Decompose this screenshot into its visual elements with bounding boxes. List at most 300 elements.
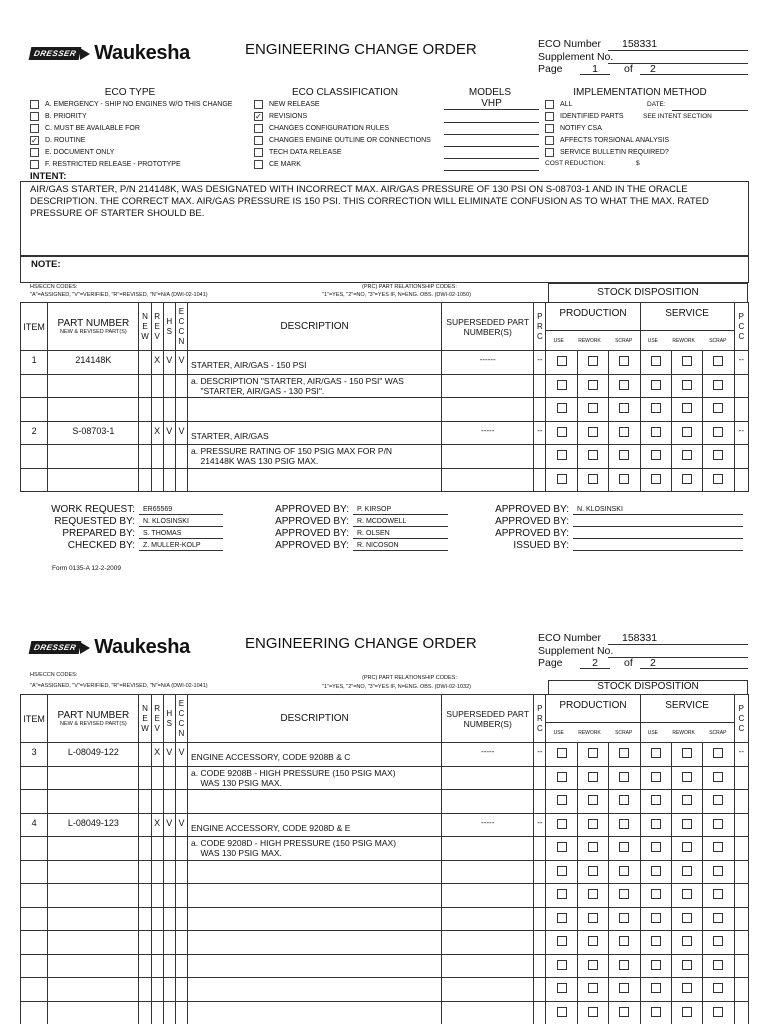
superseded-cell — [442, 884, 534, 908]
superseded-cell — [442, 931, 534, 955]
stock-checkbox[interactable] — [557, 842, 567, 852]
stock-disposition-title: STOCK DISPOSITION — [548, 680, 748, 694]
stock-checkbox[interactable] — [682, 842, 692, 852]
stock-checkbox[interactable] — [557, 960, 567, 970]
rev-cell — [151, 884, 163, 908]
eco-class-option[interactable]: CHANGES CONFIGURATION RULES — [254, 122, 431, 134]
stock-checkbox[interactable] — [651, 936, 661, 946]
prc-codes-text: "1"=YES, "2"=NO, "3"=YES IF, N=ENG. OBS. (DWI-02-1032) — [322, 684, 471, 690]
stock-checkbox[interactable] — [713, 866, 723, 876]
hs-cell — [163, 907, 175, 931]
stock-checkbox[interactable] — [588, 450, 598, 460]
stock-cell — [609, 398, 640, 422]
logo-wordmark: Waukesha — [94, 42, 190, 64]
scrap-header: SCRAP — [615, 730, 633, 736]
eccn-cell — [175, 445, 187, 469]
superseded-cell — [442, 954, 534, 978]
description-cell — [188, 790, 442, 814]
eccn-cell: V — [175, 421, 187, 445]
stock-cell — [703, 1001, 734, 1024]
stock-checkbox[interactable] — [619, 748, 629, 758]
stock-checkbox[interactable] — [713, 936, 723, 946]
stock-cell — [577, 860, 608, 884]
stock-cell — [640, 884, 671, 908]
item-cell — [21, 1001, 48, 1024]
stock-checkbox[interactable] — [651, 960, 661, 970]
stock-checkbox[interactable] — [619, 960, 629, 970]
checkbox-icon[interactable] — [254, 148, 263, 157]
stock-checkbox[interactable] — [682, 960, 692, 970]
stock-checkbox[interactable] — [682, 356, 692, 366]
stock-checkbox[interactable] — [619, 1007, 629, 1017]
eco-classification-title: ECO CLASSIFICATION — [292, 87, 398, 98]
approval-row — [254, 503, 448, 515]
stock-checkbox[interactable] — [619, 936, 629, 946]
approval-label: APPROVED BY: — [275, 540, 349, 551]
stock-checkbox[interactable] — [619, 795, 629, 805]
pcc-cell — [734, 445, 748, 469]
new-cell — [139, 790, 151, 814]
item-cell: 3 — [21, 743, 48, 767]
stock-checkbox[interactable] — [651, 772, 661, 782]
pcc-cell — [734, 954, 748, 978]
stock-checkbox[interactable] — [557, 819, 567, 829]
stock-checkbox[interactable] — [713, 819, 723, 829]
prc-cell — [534, 790, 546, 814]
stock-checkbox[interactable] — [651, 474, 661, 484]
eccn-cell — [175, 1001, 187, 1024]
col-rev-header: R E V — [151, 695, 163, 743]
stock-checkbox[interactable] — [651, 983, 661, 993]
eccn-cell — [175, 766, 187, 790]
stock-checkbox[interactable] — [557, 380, 567, 390]
new-cell — [139, 884, 151, 908]
approvals-block — [30, 503, 750, 553]
impl-option[interactable]: AFFECTS TORSIONAL ANALYSIS — [545, 134, 669, 146]
stock-checkbox[interactable] — [588, 795, 598, 805]
stock-checkbox[interactable] — [588, 842, 598, 852]
stock-checkbox[interactable] — [619, 356, 629, 366]
checkbox-icon[interactable] — [30, 160, 39, 169]
approval-value[interactable] — [573, 516, 743, 527]
stock-checkbox[interactable] — [557, 474, 567, 484]
checkbox-icon[interactable] — [30, 124, 39, 133]
item-cell — [21, 954, 48, 978]
stock-checkbox[interactable] — [713, 772, 723, 782]
stock-checkbox[interactable] — [588, 772, 598, 782]
stock-checkbox[interactable] — [619, 819, 629, 829]
pcc-cell — [734, 813, 748, 837]
part-number-header: PART NUMBER — [57, 318, 130, 329]
stock-cell — [609, 421, 640, 445]
approval-row — [472, 503, 743, 515]
stock-checkbox[interactable] — [651, 380, 661, 390]
impl-option[interactable]: SERVICE BULLETIN REQUIRED? — [545, 146, 669, 158]
stock-checkbox[interactable] — [651, 450, 661, 460]
checkbox-icon[interactable] — [545, 124, 554, 133]
supplement-label: Supplement No. — [538, 51, 614, 63]
stock-cell — [609, 813, 640, 837]
hs-cell: V — [163, 351, 175, 375]
stock-checkbox[interactable] — [557, 889, 567, 899]
stock-cell — [640, 907, 671, 931]
stock-checkbox[interactable] — [557, 795, 567, 805]
stock-checkbox[interactable] — [682, 748, 692, 758]
part-cell — [48, 931, 139, 955]
stock-checkbox[interactable] — [588, 474, 598, 484]
part-cell — [48, 445, 139, 469]
superseded-cell: ----- — [442, 743, 534, 767]
table-row — [21, 374, 749, 398]
stock-checkbox[interactable] — [588, 1007, 598, 1017]
superseded-cell — [442, 398, 534, 422]
stock-checkbox[interactable] — [713, 913, 723, 923]
stock-cell — [577, 766, 608, 790]
part-cell — [48, 398, 139, 422]
eco-number-label: ECO Number — [538, 38, 602, 50]
part-cell — [48, 884, 139, 908]
item-cell — [21, 860, 48, 884]
stock-checkbox[interactable] — [651, 1007, 661, 1017]
approval-row — [30, 527, 223, 539]
stock-checkbox[interactable] — [557, 450, 567, 460]
superseded-cell — [442, 374, 534, 398]
item-cell — [21, 445, 48, 469]
stock-checkbox[interactable] — [651, 427, 661, 437]
description-cell — [188, 931, 442, 955]
approvals-column-3 — [472, 503, 743, 551]
stock-checkbox[interactable] — [588, 427, 598, 437]
eccn-cell — [175, 398, 187, 422]
stock-checkbox[interactable] — [651, 889, 661, 899]
stock-checkbox[interactable] — [619, 842, 629, 852]
col-part-header — [48, 695, 139, 743]
stock-checkbox[interactable] — [619, 772, 629, 782]
stock-cell — [640, 954, 671, 978]
stock-checkbox[interactable] — [651, 356, 661, 366]
stock-checkbox[interactable] — [651, 842, 661, 852]
stock-checkbox[interactable] — [713, 748, 723, 758]
stock-checkbox[interactable] — [713, 450, 723, 460]
stock-checkbox[interactable] — [713, 842, 723, 852]
checkbox-icon[interactable] — [545, 112, 554, 121]
stock-cell — [609, 860, 640, 884]
stock-checkbox[interactable] — [651, 866, 661, 876]
description-cell: STARTER, AIR/GAS — [188, 421, 442, 445]
eco-classification-list — [254, 98, 431, 170]
stock-checkbox[interactable] — [682, 772, 692, 782]
stock-checkbox[interactable] — [557, 866, 567, 876]
stock-cell — [546, 790, 577, 814]
checkbox-icon[interactable] — [545, 148, 554, 157]
part-number-subheader: NEW & REVISED PART(S) — [60, 721, 127, 727]
checkbox-icon[interactable] — [254, 100, 263, 109]
part-cell — [48, 790, 139, 814]
rev-cell — [151, 954, 163, 978]
stock-cell — [546, 884, 577, 908]
scrap-header: SCRAP — [709, 730, 727, 736]
stock-cell — [671, 445, 702, 469]
eccn-cell: V — [175, 351, 187, 375]
stock-checkbox[interactable] — [713, 380, 723, 390]
stock-cell — [577, 351, 608, 375]
stock-checkbox[interactable] — [557, 356, 567, 366]
stock-checkbox[interactable] — [713, 356, 723, 366]
superseded-cell — [442, 860, 534, 884]
stock-checkbox[interactable] — [713, 795, 723, 805]
description-cell — [188, 884, 442, 908]
hs-codes-title: HS/ECCN CODES: — [30, 284, 78, 290]
stock-checkbox[interactable] — [682, 474, 692, 484]
scrap-header: SCRAP — [615, 338, 633, 344]
stock-cell — [577, 954, 608, 978]
eco-class-option[interactable]: CE MARK — [254, 158, 431, 170]
stock-cell — [546, 351, 577, 375]
checkbox-icon[interactable] — [254, 124, 263, 133]
stock-checkbox[interactable] — [651, 748, 661, 758]
stock-checkbox[interactable] — [682, 983, 692, 993]
new-cell — [139, 351, 151, 375]
stock-cell — [577, 374, 608, 398]
stock-cell — [703, 351, 734, 375]
part-cell: S-08703-1 — [48, 421, 139, 445]
approval-label: ISSUED BY: — [513, 540, 569, 551]
stock-checkbox[interactable] — [682, 403, 692, 413]
service-header: SERVICE — [641, 695, 734, 723]
stock-checkbox[interactable] — [619, 403, 629, 413]
stock-checkbox[interactable] — [651, 819, 661, 829]
stock-cell — [671, 766, 702, 790]
stock-checkbox[interactable] — [682, 795, 692, 805]
stock-checkbox[interactable] — [557, 772, 567, 782]
eco-type-option[interactable]: F. RESTRICTED RELEASE - PROTOTYPE — [30, 158, 232, 170]
stock-checkbox[interactable] — [588, 983, 598, 993]
stock-checkbox[interactable] — [713, 960, 723, 970]
page-label: Page — [538, 657, 563, 669]
checkbox-checked-icon[interactable] — [254, 112, 263, 121]
col-service-header — [640, 303, 734, 351]
stock-cell — [640, 860, 671, 884]
page-number: 2 — [580, 657, 610, 669]
eco-class-option[interactable]: ✓ REVISIONS — [254, 110, 431, 122]
approval-value[interactable] — [573, 540, 743, 551]
stock-checkbox[interactable] — [713, 474, 723, 484]
rev-cell — [151, 1001, 163, 1024]
eccn-cell — [175, 954, 187, 978]
form-title: ENGINEERING CHANGE ORDER — [245, 41, 477, 58]
superseded-cell — [442, 1001, 534, 1024]
stock-checkbox[interactable] — [713, 427, 723, 437]
stock-checkbox[interactable] — [619, 450, 629, 460]
eco-type-option[interactable]: C. MUST BE AVAILABLE FOR — [30, 122, 232, 134]
new-cell — [139, 931, 151, 955]
eco-type-option[interactable]: E. DOCUMENT ONLY — [30, 146, 232, 158]
impl-option[interactable]: IDENTIFIED PARTS — [545, 110, 669, 122]
col-item-header: ITEM — [21, 695, 48, 743]
implementation-title: IMPLEMENTATION METHOD — [573, 87, 707, 98]
stock-checkbox[interactable] — [682, 889, 692, 899]
eco-class-option[interactable]: CHANGES ENGINE OUTLINE OR CONNECTIONS — [254, 134, 431, 146]
approval-value[interactable] — [573, 528, 743, 539]
checkbox-icon[interactable] — [545, 100, 554, 109]
approval-value[interactable]: ER65569 — [139, 504, 223, 515]
stock-cell — [671, 954, 702, 978]
description-cell — [188, 907, 442, 931]
stock-cell — [577, 813, 608, 837]
pcc-cell — [734, 374, 748, 398]
checkbox-icon[interactable] — [254, 160, 263, 169]
approval-row — [30, 503, 223, 515]
col-part-header — [48, 303, 139, 351]
stock-cell — [703, 978, 734, 1002]
stock-checkbox[interactable] — [682, 866, 692, 876]
new-cell — [139, 907, 151, 931]
logo-badge: DRESSER — [29, 641, 82, 654]
stock-checkbox[interactable] — [588, 913, 598, 923]
hs-codes-text: "A"=ASSIGNED, "V"=VERIFIED, "R"=REVISED, "N"=N/A (DWI-02-1041) — [30, 683, 208, 689]
stock-checkbox[interactable] — [651, 403, 661, 413]
approval-value[interactable]: Z. MULLER-KOLP — [139, 540, 223, 551]
table-row — [21, 860, 749, 884]
stock-checkbox[interactable] — [713, 1007, 723, 1017]
eco-class-option[interactable]: TECH DATA RELEASE — [254, 146, 431, 158]
approval-value[interactable]: S. THOMAS — [139, 528, 223, 539]
stock-checkbox[interactable] — [619, 380, 629, 390]
approval-value[interactable]: R. NICOSON — [353, 540, 448, 551]
stock-checkbox[interactable] — [588, 889, 598, 899]
stock-cell — [546, 766, 577, 790]
supplement-label: Supplement No. — [538, 645, 614, 657]
superseded-cell — [442, 766, 534, 790]
col-eccn-header: E C C N — [175, 303, 187, 351]
eco-type-option[interactable]: ✓ D. ROUTINE — [30, 134, 232, 146]
approval-label: APPROVED BY: — [275, 528, 349, 539]
intent-label: INTENT: — [30, 171, 67, 182]
stock-checkbox[interactable] — [682, 450, 692, 460]
stock-checkbox[interactable] — [651, 913, 661, 923]
logo-badge: DRESSER — [29, 47, 82, 60]
stock-checkbox[interactable] — [713, 983, 723, 993]
stock-checkbox[interactable] — [713, 403, 723, 413]
stock-checkbox[interactable] — [588, 380, 598, 390]
eco-class-option[interactable]: NEW RELEASE — [254, 98, 431, 110]
stock-checkbox[interactable] — [557, 983, 567, 993]
stock-checkbox[interactable] — [619, 983, 629, 993]
table-row — [21, 931, 749, 955]
stock-cell — [609, 837, 640, 861]
stock-checkbox[interactable] — [651, 795, 661, 805]
stock-checkbox[interactable] — [557, 913, 567, 923]
description-cell — [188, 1001, 442, 1024]
impl-option[interactable]: ALL — [545, 98, 669, 110]
superseded-cell: ------ — [442, 351, 534, 375]
stock-cell — [640, 1001, 671, 1024]
description-cell: a. PRESSURE RATING OF 150 PSIG MAX FOR P/N 214148K WAS 130 PSIG MAX. — [188, 445, 442, 469]
checkbox-icon[interactable] — [30, 112, 39, 121]
eccn-cell — [175, 860, 187, 884]
stock-cell — [609, 978, 640, 1002]
table-header-row — [21, 695, 749, 743]
stock-cell — [577, 907, 608, 931]
stock-checkbox[interactable] — [682, 427, 692, 437]
stock-cell — [703, 398, 734, 422]
new-cell — [139, 813, 151, 837]
impl-option[interactable]: NOTIFY CSA — [545, 122, 669, 134]
stock-checkbox[interactable] — [619, 474, 629, 484]
model-value: VHP — [444, 98, 539, 110]
stock-checkbox[interactable] — [557, 1007, 567, 1017]
stock-checkbox[interactable] — [588, 960, 598, 970]
stock-checkbox[interactable] — [588, 819, 598, 829]
prc-cell — [534, 954, 546, 978]
stock-checkbox[interactable] — [713, 889, 723, 899]
col-rev-header: R E V — [151, 303, 163, 351]
stock-checkbox[interactable] — [682, 380, 692, 390]
stock-checkbox[interactable] — [619, 866, 629, 876]
checkbox-icon[interactable] — [30, 100, 39, 109]
stock-cell — [546, 374, 577, 398]
rework-header: REWORK — [578, 730, 601, 736]
stock-checkbox[interactable] — [557, 403, 567, 413]
stock-checkbox[interactable] — [557, 427, 567, 437]
table-row — [21, 790, 749, 814]
stock-checkbox[interactable] — [557, 936, 567, 946]
stock-checkbox[interactable] — [682, 936, 692, 946]
stock-checkbox[interactable] — [557, 748, 567, 758]
prc-cell: -- — [534, 813, 546, 837]
prc-cell — [534, 860, 546, 884]
checkbox-checked-icon[interactable] — [30, 136, 39, 145]
col-production-header — [546, 695, 640, 743]
stock-checkbox[interactable] — [682, 913, 692, 923]
stock-cell — [546, 445, 577, 469]
model-line — [444, 146, 539, 147]
intent-box — [20, 181, 749, 256]
approval-value[interactable]: N. KLOSINSKI — [573, 504, 743, 515]
approval-value[interactable]: R. OLSEN — [353, 528, 448, 539]
stock-checkbox[interactable] — [619, 913, 629, 923]
description-cell: a. DESCRIPTION "STARTER, AIR/GAS - 150 PSI" WAS "STARTER, AIR/GAS - 130 PSI". — [188, 374, 442, 398]
stock-checkbox[interactable] — [588, 866, 598, 876]
approval-value[interactable]: N. KLOSINSKI — [139, 516, 223, 527]
stock-checkbox[interactable] — [588, 403, 598, 413]
eco-type-option[interactable]: B. PRIORITY — [30, 110, 232, 122]
stock-checkbox[interactable] — [682, 819, 692, 829]
stock-cell — [703, 374, 734, 398]
stock-checkbox[interactable] — [682, 1007, 692, 1017]
stock-checkbox[interactable] — [588, 936, 598, 946]
approval-value[interactable]: R. MCDOWELL — [353, 516, 448, 527]
prc-cell: -- — [534, 351, 546, 375]
description-cell — [188, 860, 442, 884]
stock-cell — [703, 766, 734, 790]
checkbox-icon[interactable] — [30, 148, 39, 157]
stock-checkbox[interactable] — [619, 427, 629, 437]
stock-checkbox[interactable] — [588, 748, 598, 758]
stock-checkbox[interactable] — [619, 889, 629, 899]
description-cell: a. CODE 9208D - HIGH PRESSURE (150 PSIG MAX) WAS 130 PSIG MAX. — [188, 837, 442, 861]
checkbox-icon[interactable] — [545, 136, 554, 145]
cost-symbol: $ — [636, 160, 640, 167]
approval-value[interactable]: P. KIRSOP — [353, 504, 448, 515]
table-row — [21, 351, 749, 375]
table-row — [21, 468, 749, 492]
stock-cell — [640, 351, 671, 375]
eco-type-option[interactable]: A. EMERGENCY - SHIP NO ENGINES W/O THIS CHANGE — [30, 98, 232, 110]
col-service-header — [640, 695, 734, 743]
stock-checkbox[interactable] — [588, 356, 598, 366]
checkbox-icon[interactable] — [254, 136, 263, 145]
